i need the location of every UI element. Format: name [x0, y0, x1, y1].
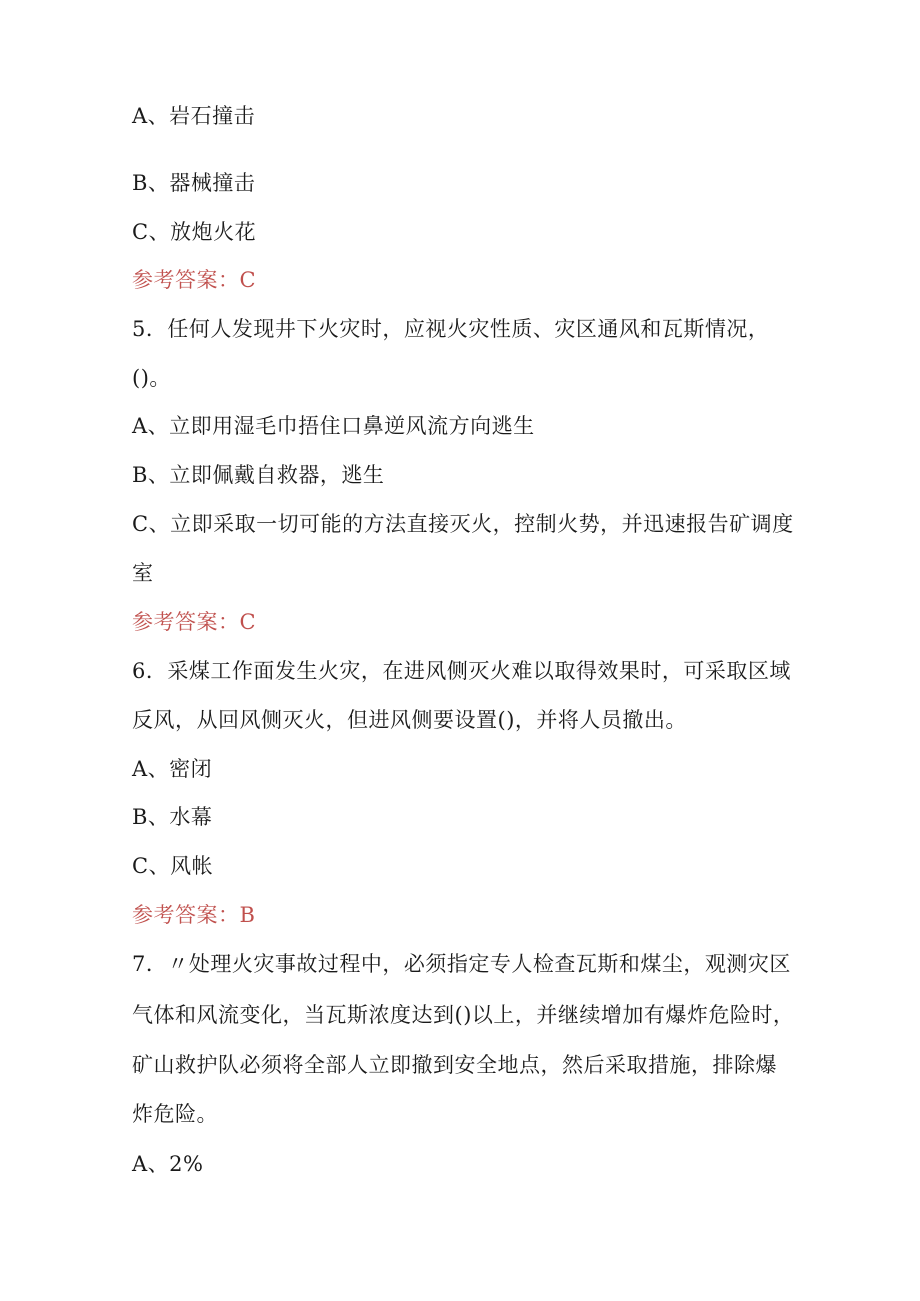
- q7-stem-line2: 气体和风流变化，当瓦斯浓度达到()以上，并继续增加有爆炸危险时，: [132, 1003, 795, 1027]
- q4-option-c: C、放炮火花: [132, 220, 257, 244]
- q6-option-c: C、风帐: [132, 854, 214, 878]
- q6-option-a: A、密闭: [132, 757, 213, 781]
- q4-answer: 参考答案：C: [132, 268, 257, 292]
- q5-option-c-line1: C、立即采取一切可能的方法直接灭火，控制火势，并迅速报告矿调度: [132, 512, 794, 536]
- q5-stem-line1: 5．任何人发现井下火灾时，应视火灾性质、灾区通风和瓦斯情况，: [132, 317, 770, 341]
- q5-option-b: B、立即佩戴自救器，逃生: [132, 463, 385, 487]
- q4-option-a: A、岩石撞击: [132, 104, 256, 128]
- q5-stem-line2: ()。: [132, 366, 171, 390]
- q5-option-c-line2: 室: [132, 561, 154, 585]
- q6-answer: 参考答案：B: [132, 903, 256, 927]
- q7-stem-line4: 炸危险。: [132, 1102, 218, 1126]
- q7-option-a: A、2%: [132, 1152, 204, 1176]
- q7-stem-line3: 矿山救护队必须将全部人立即撤到安全地点，然后采取措施，排除爆: [132, 1053, 777, 1077]
- q5-answer: 参考答案：C: [132, 610, 257, 634]
- q7-stem-line1: 7．〃处理火灾事故过程中，必须指定专人检查瓦斯和煤尘，观测灾区: [132, 952, 791, 976]
- q5-option-a: A、立即用湿毛巾捂住口鼻逆风流方向逃生: [132, 414, 535, 438]
- q6-stem-line1: 6．采煤工作面发生火灾，在进风侧灭火难以取得效果时，可采取区域: [132, 659, 791, 683]
- q6-stem-line2: 反风，从回风侧灭火，但进风侧要设置()，并将人员撤出。: [132, 708, 687, 732]
- q6-option-b: B、水幕: [132, 805, 213, 829]
- q4-option-b: B、器械撞击: [132, 171, 256, 195]
